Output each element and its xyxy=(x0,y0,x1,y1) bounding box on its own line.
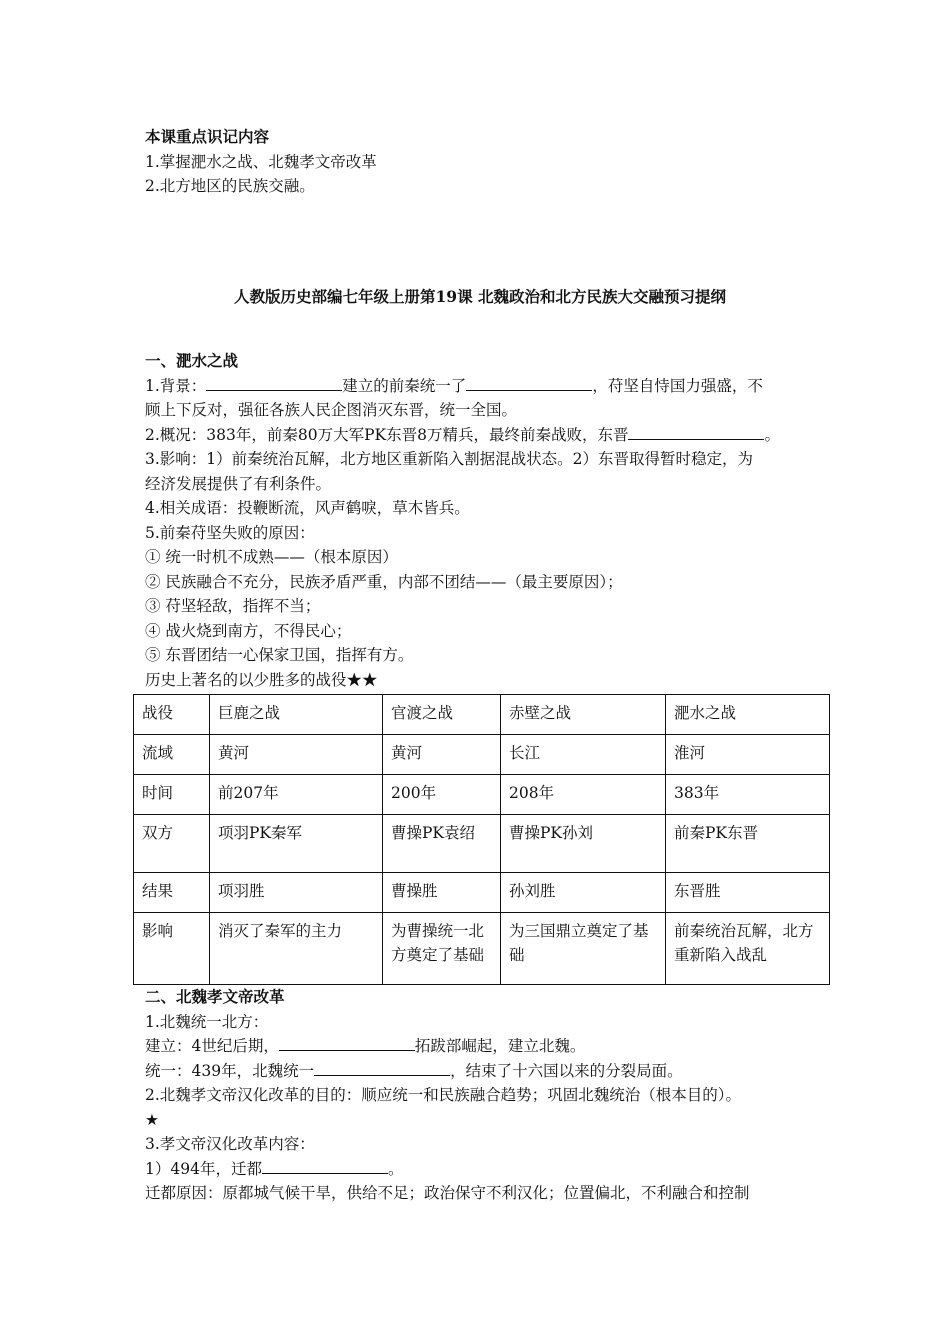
table-cell: 结果 xyxy=(134,873,210,913)
table-cell: 前207年 xyxy=(210,775,383,815)
section-1-heading: 一、淝水之战 xyxy=(145,351,239,370)
impact-line-2: 经济发展提供了有利条件。 xyxy=(145,474,332,493)
fill-blank[interactable] xyxy=(262,1157,388,1174)
reason-item: ② 民族融合不充分，民族矛盾严重，内部不团结——（最主要原因）； xyxy=(145,572,623,591)
table-cell: 前秦PK东晋 xyxy=(666,815,830,873)
table-cell: 黄河 xyxy=(383,735,501,775)
fill-blank[interactable] xyxy=(206,374,342,391)
reason-item: ④ 战火烧到南方，不得民心； xyxy=(145,621,352,640)
move-reason-line: 迁都原因：原都城气候干旱，供给不足；政治保守不利汉化；位置偏北，不利融合和控制 xyxy=(145,1184,750,1202)
overview-line: 2.概况：383年，前秦80万大军PK东晋8万精兵，最终前秦战败，东晋 。 xyxy=(145,423,815,448)
document-title: 人教版历史部编七年级上册第19课 北魏政治和北方民族大交融预习提纲 xyxy=(234,286,726,306)
table-cell: 曹操PK袁绍 xyxy=(383,815,501,873)
move-capital-line: 1）494年，迁都 。 xyxy=(145,1157,815,1182)
section-2-heading: 二、北魏孝文帝改革 xyxy=(145,987,285,1006)
table-cell: 为曹操统一北方奠定了基础 xyxy=(383,913,501,985)
background-line-2: 顾上下反对，强征各族人民企图消灭东晋，统一全国。 xyxy=(145,401,518,419)
unify-line: 统一：439年，北魏统一 ，结束了十六国以来的分裂局面。 xyxy=(145,1059,815,1084)
table-cell: 曹操PK孙刘 xyxy=(501,815,666,873)
table-header-row xyxy=(134,695,830,735)
table-cell: 淝水之战 xyxy=(666,695,830,735)
fill-blank[interactable] xyxy=(314,1059,450,1076)
reason-item: ⑤ 东晋团结一心保家卫国，指挥有方。 xyxy=(145,646,414,664)
unify-heading: 1.北魏统一北方： xyxy=(145,1012,269,1031)
table-cell: 孙刘胜 xyxy=(501,873,666,913)
document-content xyxy=(142,125,815,1206)
table-cell: 时间 xyxy=(134,775,210,815)
content-heading: 3.孝文帝汉化改革内容： xyxy=(145,1135,315,1153)
impact-line-1: 3.影响：1）前秦统治瓦解，北方地区重新陷入割据混战状态。2）东晋取得暂时稳定，为 xyxy=(145,450,754,468)
table-caption: 历史上著名的以少胜多的战役★★ xyxy=(145,670,378,689)
battles-table xyxy=(133,694,830,985)
table-cell: 淮河 xyxy=(666,735,830,775)
idioms-line: 4.相关成语：投鞭断流，风声鹤唳，草木皆兵。 xyxy=(145,499,470,517)
table-cell: 消灭了秦军的主力 xyxy=(210,913,383,985)
fill-blank[interactable] xyxy=(279,1034,415,1051)
table-cell: 流域 xyxy=(134,735,210,775)
table-row xyxy=(134,815,830,873)
found-line: 建立：4世纪后期， 拓跋部崛起，建立北魏。 xyxy=(145,1034,815,1059)
table-cell: 曹操胜 xyxy=(383,873,501,913)
table-row xyxy=(134,913,830,985)
table-cell: 383年 xyxy=(666,775,830,815)
table-cell: 双方 xyxy=(134,815,210,873)
table-cell: 长江 xyxy=(501,735,666,775)
table-row xyxy=(134,735,830,775)
background-line: 1.背景： 建立的前秦统一了 ，苻坚自恃国力强盛，不 xyxy=(145,374,815,399)
key-point-2: 2.北方地区的民族交融。 xyxy=(145,177,315,195)
fill-blank[interactable] xyxy=(466,374,592,391)
table-cell: 巨鹿之战 xyxy=(210,695,383,735)
reason-item: ③ 苻坚轻敌，指挥不当； xyxy=(145,597,321,615)
purpose-line: 2.北魏孝文帝汉化改革的目的：顺应统一和民族融合趋势；巩固北魏统治（根本目的）。 xyxy=(145,1086,742,1104)
table-cell: 黄河 xyxy=(210,735,383,775)
reason-item: ① 统一时机不成熟——（根本原因） xyxy=(145,548,398,566)
table-cell: 赤壁之战 xyxy=(501,695,666,735)
key-point-1: 1.掌握淝水之战、北魏孝文帝改革 xyxy=(145,152,377,171)
table-cell: 东晋胜 xyxy=(666,873,830,913)
reasons-heading: 5.前秦苻坚失败的原因： xyxy=(145,523,315,542)
table-row xyxy=(134,775,830,815)
table-cell: 官渡之战 xyxy=(383,695,501,735)
table-cell: 为三国鼎立奠定了基础 xyxy=(501,913,666,985)
table-cell: 项羽胜 xyxy=(210,873,383,913)
fill-blank[interactable] xyxy=(628,423,764,440)
table-cell: 200年 xyxy=(383,775,501,815)
table-cell: 影响 xyxy=(134,913,210,985)
table-row xyxy=(134,873,830,913)
table-cell: 前秦统治瓦解，北方重新陷入战乱 xyxy=(666,913,830,985)
table-cell: 项羽PK秦军 xyxy=(210,815,383,873)
star-mark: ★ xyxy=(145,1110,159,1129)
key-points-heading: 本课重点识记内容 xyxy=(145,127,270,146)
table-cell: 战役 xyxy=(134,695,210,735)
table-cell: 208年 xyxy=(501,775,666,815)
